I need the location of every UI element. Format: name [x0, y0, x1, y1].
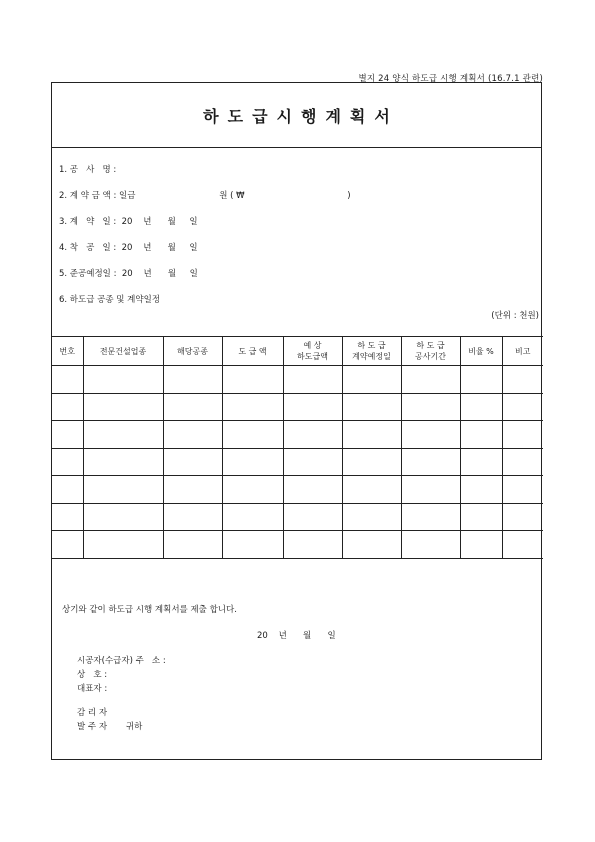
table-cell[interactable] [342, 393, 401, 421]
sign-date: 20 년 월 일 [257, 631, 336, 641]
table-cell[interactable] [460, 503, 502, 531]
col-header-specialty: 전문건설업종 [83, 337, 163, 366]
table-cell[interactable] [502, 393, 543, 421]
col-header-expected-amount: 예 상 하도급액 [283, 337, 342, 366]
table-cell[interactable] [222, 531, 283, 559]
table-cell[interactable] [283, 476, 342, 504]
table-cell[interactable] [401, 531, 460, 559]
table-cell[interactable] [52, 531, 83, 559]
table-cell[interactable] [283, 393, 342, 421]
table-row [52, 421, 543, 449]
table-cell[interactable] [342, 476, 401, 504]
submission-statement: 상기와 같이 하도급 시행 계획서를 제출 합니다. [62, 605, 237, 615]
table-cell[interactable] [401, 448, 460, 476]
table-cell[interactable] [83, 476, 163, 504]
col-header-remarks: 비고 [502, 337, 543, 366]
table-cell[interactable] [460, 421, 502, 449]
col-header-contract-schedule: 하 도 급 계약예정일 [342, 337, 401, 366]
col-header-work-type: 해당공종 [163, 337, 222, 366]
table-cell[interactable] [401, 503, 460, 531]
client-label: 발 주 자 귀하 [77, 722, 143, 732]
unit-note: (단위 : 천원) [491, 311, 539, 321]
table-cell[interactable] [283, 421, 342, 449]
representative-label: 대표자 : [77, 684, 108, 694]
table-cell[interactable] [342, 366, 401, 394]
table-cell[interactable] [283, 448, 342, 476]
col-header-ratio: 비율 % [460, 337, 502, 366]
title-row [52, 83, 541, 148]
table-cell[interactable] [342, 448, 401, 476]
table-cell[interactable] [83, 531, 163, 559]
table-cell[interactable] [401, 476, 460, 504]
table-cell[interactable] [52, 476, 83, 504]
field-contract-date: 3. 계 약 일 : 20 년 월 일 [59, 217, 198, 227]
col-header-period: 하 도 급 공사기간 [401, 337, 460, 366]
col-header-number: 번호 [52, 337, 83, 366]
table-cell[interactable] [83, 503, 163, 531]
table-cell[interactable] [283, 366, 342, 394]
table-cell[interactable] [460, 531, 502, 559]
table-cell[interactable] [342, 421, 401, 449]
table-cell[interactable] [222, 366, 283, 394]
table-cell[interactable] [342, 503, 401, 531]
table-cell[interactable] [401, 421, 460, 449]
table-cell[interactable] [163, 476, 222, 504]
table-cell[interactable] [83, 421, 163, 449]
table-cell[interactable] [163, 448, 222, 476]
company-name-label: 상 호 : [77, 670, 108, 680]
table-cell[interactable] [222, 476, 283, 504]
table-cell[interactable] [52, 393, 83, 421]
table-cell[interactable] [163, 421, 222, 449]
field-subcontract-section: 6. 하도급 공종 및 계약일정 [59, 295, 161, 305]
field-start-date: 4. 착 공 일 : 20 년 월 일 [59, 243, 198, 253]
table-header-row [52, 337, 543, 366]
table-cell[interactable] [83, 448, 163, 476]
field-contract-amount: 2. 계 약 금 액 : 일금 원 ( ₩ ) [59, 191, 351, 201]
col-header-contract-amount: 도 급 액 [222, 337, 283, 366]
table-cell[interactable] [52, 421, 83, 449]
contractor-address-label: 시공자(수급자) 주 소 : [77, 656, 166, 666]
table-cell[interactable] [163, 393, 222, 421]
table-row [52, 531, 543, 559]
table-cell[interactable] [222, 421, 283, 449]
table-cell[interactable] [52, 503, 83, 531]
table-row [52, 448, 543, 476]
table-cell[interactable] [460, 448, 502, 476]
table-cell[interactable] [401, 393, 460, 421]
table-cell[interactable] [283, 503, 342, 531]
table-cell[interactable] [163, 503, 222, 531]
table-cell[interactable] [460, 476, 502, 504]
table-cell[interactable] [401, 366, 460, 394]
table-row [52, 503, 543, 531]
table-cell[interactable] [502, 503, 543, 531]
form-frame [51, 82, 542, 760]
table-cell[interactable] [83, 393, 163, 421]
table-row [52, 366, 543, 394]
header-note: 별지 24 양식 하도급 시행 계획서 (16.7.1 관련) [358, 74, 543, 84]
table-row [52, 393, 543, 421]
table-cell[interactable] [342, 531, 401, 559]
table-cell[interactable] [502, 366, 543, 394]
table-cell[interactable] [222, 503, 283, 531]
table-cell[interactable] [502, 448, 543, 476]
table-cell[interactable] [460, 393, 502, 421]
supervisor-label: 감 리 자 [77, 708, 108, 718]
table-cell[interactable] [52, 366, 83, 394]
table-cell[interactable] [222, 393, 283, 421]
table-row [52, 476, 543, 504]
table-cell[interactable] [163, 531, 222, 559]
subcontract-table [52, 336, 543, 559]
table-cell[interactable] [52, 448, 83, 476]
table-cell[interactable] [283, 531, 342, 559]
table-cell[interactable] [83, 366, 163, 394]
table-cell[interactable] [163, 366, 222, 394]
table-cell[interactable] [222, 448, 283, 476]
page-title: 하도급시행계획서 [203, 106, 399, 126]
table-cell[interactable] [502, 531, 543, 559]
field-completion-date: 5. 준공예정일 : 20 년 월 일 [59, 269, 198, 279]
field-project-name: 1. 공 사 명 : [59, 165, 117, 175]
table-cell[interactable] [502, 421, 543, 449]
table-cell[interactable] [460, 366, 502, 394]
table-cell[interactable] [502, 476, 543, 504]
